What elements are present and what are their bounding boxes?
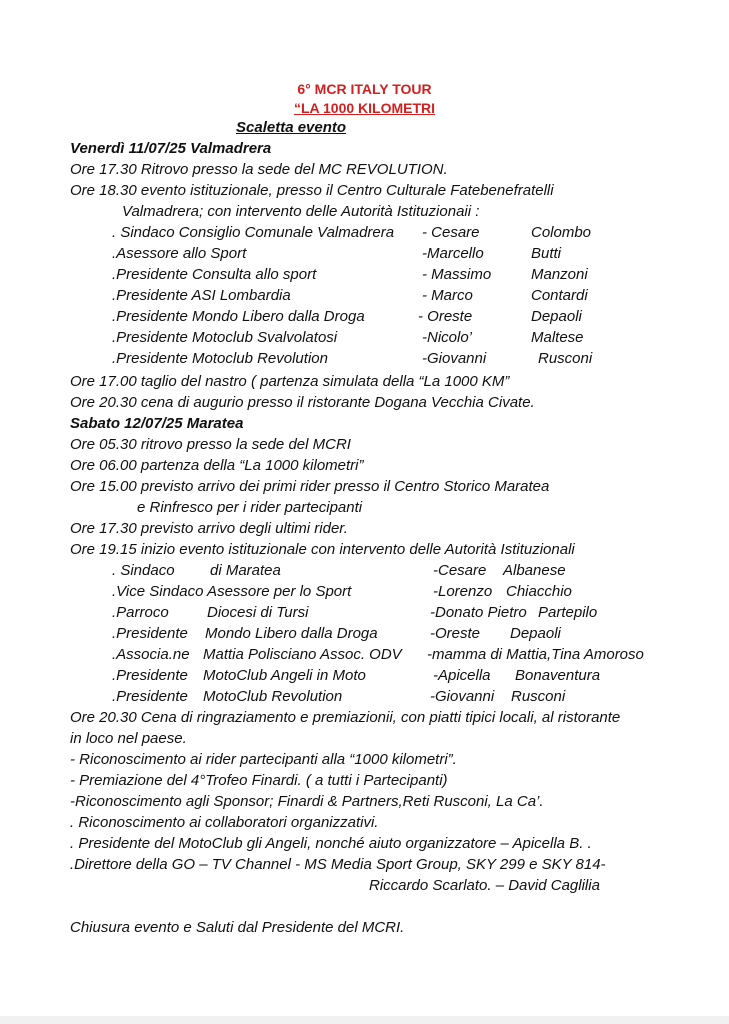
day2-line-3: Ore 15.00 previsto arrivo dei primi rider presso il Centro Storico Maratea bbox=[70, 478, 550, 495]
day1-auth-last: Depaoli bbox=[531, 308, 582, 325]
day2-auth-role: .Presidente bbox=[112, 625, 188, 642]
day2-after-5: -Riconoscimento agli Sponsor; Finardi & Partners,Reti Rusconi, La Ca’. bbox=[70, 793, 544, 810]
day1-auth-role: .Presidente ASI Lombardia bbox=[112, 287, 291, 304]
day2-after-8: .Direttore della GO – TV Channel - MS Media Sport Group, SKY 299 e SKY 814- bbox=[70, 856, 606, 873]
day1-heading: Venerdì 11/07/25 Valmadrera bbox=[70, 140, 272, 157]
day2-auth-first: -Donato Pietro bbox=[430, 604, 527, 621]
title-line-2: “LA 1000 KILOMETRI bbox=[293, 100, 436, 116]
day2-after-4: - Premiazione del 4°Trofeo Finardi. ( a tutti i Partecipanti) bbox=[70, 772, 448, 789]
day2-line-6: Ore 19.15 inizio evento istituzionale con intervento delle Autorità Istituzionali bbox=[70, 541, 575, 558]
day2-auth-org: Mattia Polisciano Assoc. ODV bbox=[203, 646, 402, 663]
day1-after-2: Ore 20.30 cena di augurio presso il ristorante Dogana Vecchia Civate. bbox=[70, 394, 535, 411]
day1-auth-first: - Marco bbox=[422, 287, 473, 304]
day2-auth-last: Partepilo bbox=[538, 604, 598, 621]
day2-auth-role: .Associa.ne bbox=[112, 646, 190, 663]
day2-after-7: . Presidente del MotoClub gli Angeli, nonché aiuto organizzatore – Apicella B. . bbox=[70, 835, 592, 852]
day2-after-1: Ore 20.30 Cena di ringraziamento e premiazionii, con piatti tipici locali, al ristorante bbox=[70, 709, 621, 726]
day2-auth-org: Mondo Libero dalla Droga bbox=[205, 625, 378, 642]
day1-auth-last: Maltese bbox=[531, 329, 584, 346]
day2-heading: Sabato 12/07/25 Maratea bbox=[70, 415, 244, 432]
day2-auth-last: Chiacchio bbox=[506, 583, 572, 600]
day2-auth-first: -Apicella bbox=[433, 667, 491, 684]
day1-after-1: Ore 17.00 taglio del nastro ( partenza simulata della “La 1000 KM” bbox=[70, 373, 510, 390]
day2-auth-last: Bonaventura bbox=[515, 667, 601, 684]
day2-after-3: - Riconoscimento ai rider partecipanti alla “1000 kilometri”. bbox=[70, 751, 457, 768]
subtitle: Scaletta evento bbox=[236, 119, 347, 136]
day2-after-9: Riccardo Scarlato. – David Caglilia bbox=[369, 877, 600, 894]
day2-auth-first: -Giovanni bbox=[430, 688, 495, 705]
day2-auth-first: -Oreste bbox=[430, 625, 481, 642]
day1-line-3: Valmadrera; con intervento delle Autorità Istituzionaii : bbox=[122, 203, 480, 220]
day2-after-6: . Riconoscimento ai collaboratori organizzativi. bbox=[70, 814, 379, 831]
day2-auth-last: Depaoli bbox=[510, 625, 561, 642]
day2-auth-org: MotoClub Angeli in Moto bbox=[203, 667, 366, 684]
day2-line-2: Ore 06.00 partenza della “La 1000 kilometri” bbox=[70, 457, 364, 474]
title-line-1: 6° MCR ITALY TOUR bbox=[297, 81, 432, 97]
day1-line-1: Ore 17.30 Ritrovo presso la sede del MC REVOLUTION. bbox=[70, 161, 448, 178]
day1-line-2: Ore 18.30 evento istituzionale, presso il Centro Culturale Fatebenefratelli bbox=[70, 182, 554, 199]
day2-line-5: Ore 17.30 previsto arrivo degli ultimi rider. bbox=[70, 520, 348, 537]
day1-auth-last: Rusconi bbox=[538, 350, 593, 367]
day2-auth-first: -Cesare bbox=[433, 562, 487, 579]
closing: Chiusura evento e Saluti dal Presidente del MCRI. bbox=[70, 919, 405, 936]
day2-auth-role: .Vice Sindaco Asessore per lo Sport bbox=[112, 583, 352, 600]
day1-auth-first: - Cesare bbox=[422, 224, 480, 241]
page-bottom-band bbox=[0, 1016, 729, 1024]
day2-auth-last: Rusconi bbox=[511, 688, 566, 705]
day2-line-4: e Rinfresco per i rider partecipanti bbox=[137, 499, 363, 516]
day1-auth-role: .Presidente Motoclub Revolution bbox=[112, 350, 328, 367]
day2-auth-org: di Maratea bbox=[210, 562, 281, 579]
day1-auth-role: .Presidente Motoclub Svalvolatosi bbox=[112, 329, 338, 346]
day2-auth-first: -Lorenzo bbox=[433, 583, 493, 600]
day1-auth-first: -Giovanni bbox=[422, 350, 487, 367]
day2-after-2: in loco nel paese. bbox=[70, 730, 187, 747]
day2-line-1: Ore 05.30 ritrovo presso la sede del MCRI bbox=[70, 436, 351, 453]
day1-auth-role: .Presidente Mondo Libero dalla Droga bbox=[112, 308, 365, 325]
day1-auth-last: Manzoni bbox=[531, 266, 588, 283]
day1-auth-last: Butti bbox=[531, 245, 562, 262]
day2-auth-last: Albanese bbox=[503, 562, 566, 579]
day1-auth-first: - Massimo bbox=[422, 266, 492, 283]
day2-auth-org: Diocesi di Tursi bbox=[207, 604, 309, 621]
day2-auth-first: -mamma di Mattia,Tina Amoroso bbox=[427, 646, 644, 663]
day1-auth-role: .Presidente Consulta allo sport bbox=[112, 266, 317, 283]
day2-auth-role: .Parroco bbox=[112, 604, 169, 621]
day2-auth-org: MotoClub Revolution bbox=[203, 688, 343, 705]
day1-auth-last: Colombo bbox=[531, 224, 592, 241]
day1-auth-first: - Oreste bbox=[418, 308, 473, 325]
day1-auth-last: Contardi bbox=[531, 287, 588, 304]
day1-auth-role: . Sindaco Consiglio Comunale Valmadrera bbox=[112, 224, 395, 241]
day1-auth-first: -Marcello bbox=[422, 245, 484, 262]
day1-auth-first: -Nicolo’ bbox=[422, 329, 473, 346]
day2-auth-role: .Presidente bbox=[112, 667, 188, 684]
day2-auth-role: .Presidente bbox=[112, 688, 188, 705]
day2-auth-role: . Sindaco bbox=[112, 562, 175, 579]
day1-auth-role: .Asessore allo Sport bbox=[112, 245, 247, 262]
